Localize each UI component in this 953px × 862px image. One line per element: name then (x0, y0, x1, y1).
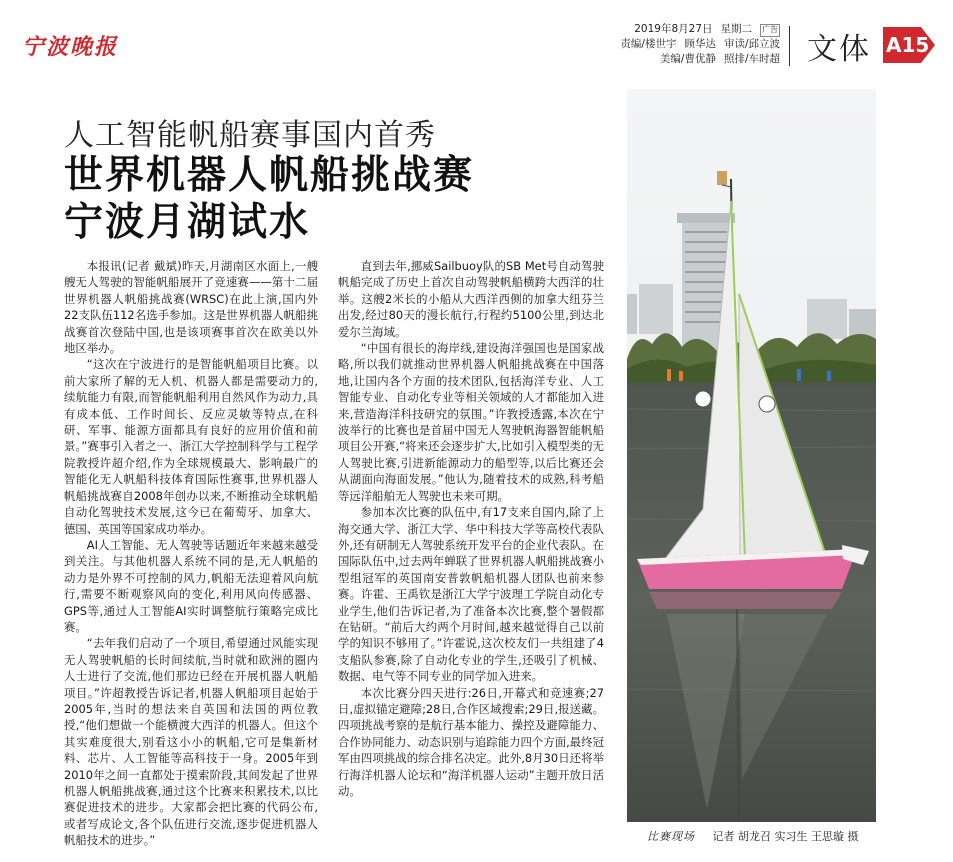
header-divider (789, 26, 790, 66)
paragraph: 直到去年,挪威Sailbuoy队的SB Met号自动驾驶帆船完成了历史上首次自动驾驶帆船横跨大西洋的壮举。这艘2米长的小船从大西洋西侧的加拿大纽芬兰出发,经过80天的漫长航行,行程约5100公里,到达北爱尔兰海域。 (338, 259, 604, 339)
headline-line-1: 世界机器人帆船挑战赛 (64, 153, 475, 198)
headline-line-2: 宁波月湖试水 (64, 200, 311, 245)
paragraph: “去年我们启动了一个项目,希望通过风能实现无人驾驶帆船的长时间续航,当时就和欧洲的圈内人士进行了交流,他们那边已经在开展机器人帆船项目。”许超教授告诉记者,机器人帆船项目起始于2005年,当时的想法来自英国和法国的两位教授,“他们想做一个能横渡大西洋的机器人。但这个其实难度很大,别看这小小的帆船,它可是集新材料、芯片、人工智能等高科技于一身。2005年到2010年之间一直都处于摸索阶段,其间发起了世界机器人帆船挑战赛,通过这个比赛来积累技术,以比赛促进技术的进步。大家都会把比赛的代码公布,或者写成论文,各个队伍进行交流,逐步促进机器人帆船技术的进步。” (64, 636, 318, 848)
caption-label: 比赛现场 (647, 830, 695, 843)
newspaper-logo: 宁波晚报 (22, 34, 119, 60)
designer-credit: 美编/曹优静 (659, 53, 716, 65)
page-meta (600, 22, 780, 67)
issue-date: 2019年8月27日 (634, 23, 713, 35)
reviewer-credit: 审读/邱立波 (723, 38, 780, 50)
page-number-flag (883, 27, 935, 63)
editor-credit: 责编/楼世宇 (620, 38, 677, 50)
paragraph: “中国有很长的海岸线,建设海洋强国也是国家战略,所以我们就推动世界机器人帆船挑战赛在中国落地,让国内各个方面的技术团队,包括海洋专业、人工智能专业、自动化专业等相关领域的人才都能加入进来,营造海洋科技研究的氛围。”许教授透露,本次在宁波举行的比赛也是首届中国无人驾驶帆海器智能帆船项目公开赛,“将来还会逐步扩大,比如引入模型类的无人驾驶比赛,引进新能源动力的船型等,以后比赛还会从湖面向海面发展。”他认为,随着技术的成熟,科考船等远洋船舶无人驾驶也未来可期。 (338, 341, 604, 503)
caption-credit: 记者 胡龙召 实习生 王思璇 摄 (712, 830, 859, 843)
page-number: A15 (886, 33, 930, 57)
paragraph: 本次比赛分四天进行:26日,开幕式和竞速赛;27日,虚拟锚定避障;28日,合作区域搜索;29日,报送藏。四项挑战考察的是航行基本能力、操控及避障能力、合作协同能力、动态识别与追踪能力四个方面,最终冠军由四项挑战的综合排名决定。此外,8月30日还将举行海洋机器人论坛和“海洋机器人运动”主题开放日活动。 (338, 685, 604, 798)
sailboat-photo (627, 89, 876, 822)
typesetter-credit: 照排/车时超 (723, 53, 780, 65)
article-column-2 (338, 258, 604, 799)
article-subhead: 人工智能帆船赛事国内首秀 (64, 118, 436, 153)
photo-caption (647, 828, 859, 844)
editor2-credit: 顾华达 (684, 38, 716, 50)
section-name: 文体 (807, 32, 871, 67)
ad-tag: 广告 (760, 24, 780, 37)
paragraph: AI人工智能、无人驾驶等话题近年来越来越受到关注。与其他机器人系统不同的是,无人帆船的动力是外界不可控制的风力,帆船无法迎着风向航行,需要不断观察风向的变化,利用风向传感器、GPS等,通过人工智能AI实时调整航行策略完成比赛。 (64, 537, 318, 634)
paragraph: 本报讯(记者 戴斌)昨天,月湖南区水面上,一艘艘无人驾驶的智能帆船展开了竞速赛——第十二届世界机器人帆船挑战赛(WRSC)在此上演,国内外22支队伍112名选手参加。这是世界机器人帆船挑战赛首次登陆中国,也是该项赛事首次在欧美以外地区举办。 (64, 259, 318, 356)
paragraph: “这次在宁波进行的是智能帆船项目比赛。以前大家所了解的无人机、机器人都是需要动力的,续航能力有限,而智能帆船利用自然风作为动力,具有成本低、工作时间长、反应灵敏等特点,在科研、军事、能源方面都具有良好的应用价值和前景。”赛事引入者之一、浙江大学控制科学与工程学院教授许超介绍,作为全球规模最大、影响最广的智能化无人帆船科技体育国际性赛事,世界机器人帆船挑战赛自2008年创办以来,不断推动全球帆船自动化驾驶技术发展,这今已在葡萄牙、加拿大、德国、英国等国家成功举办。 (64, 357, 318, 536)
paragraph: 参加本次比赛的队伍中,有17支来自国内,除了上海交通大学、浙江大学、华中科技大学等高校代表队外,还有研制无人驾驶系统开发平台的企业代表队。在国际队伍中,过去两年蝉联了世界机器人帆船挑战赛小型组冠军的英国南安普敦帆船机器人团队也前来参赛。许霍、王禹钦是浙江大学宁波理工学院自动化专业学生,他们告诉记者,为了准备本次比赛,整个暑假都在钻研。“前后大约两个月时间,越来越觉得自己以前学的知识不够用了。”许霍说,这次校友们一共组建了4支船队参赛,除了自动化专业的学生,还吸引了机械、数据、电气等不同专业的同学加入进来。 (338, 505, 604, 684)
article-headline (64, 152, 564, 246)
article-column-1 (64, 258, 318, 849)
issue-weekday: 星期二 (720, 23, 752, 35)
